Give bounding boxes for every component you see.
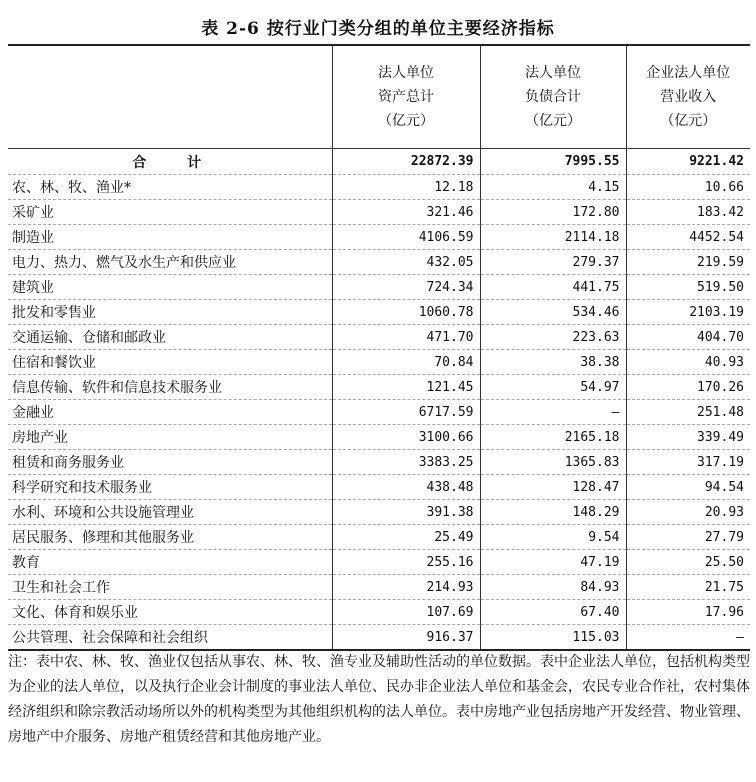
assets-value: 3383.25 <box>332 450 480 475</box>
assets-value: 916.37 <box>332 625 480 651</box>
header-revenue-line1: 企业法人单位 <box>646 65 731 81</box>
revenue-value: 219.59 <box>626 250 750 275</box>
assets-value: 25.49 <box>332 525 480 550</box>
liabilities-value: 1365.83 <box>480 450 626 475</box>
industry-label: 信息传输、软件和信息技术服务业 <box>8 375 332 400</box>
total-row <box>8 149 750 175</box>
assets-value: 70.84 <box>332 350 480 375</box>
table-body <box>8 149 750 651</box>
header-row <box>8 45 750 149</box>
table-row <box>8 625 750 651</box>
liabilities-value: – <box>480 400 626 425</box>
revenue-value: 317.19 <box>626 450 750 475</box>
liabilities-value: 441.75 <box>480 275 626 300</box>
table-row <box>8 225 750 250</box>
liabilities-value: 84.93 <box>480 575 626 600</box>
revenue-value: 20.93 <box>626 500 750 525</box>
liabilities-value: 172.80 <box>480 200 626 225</box>
assets-value: 438.48 <box>332 475 480 500</box>
assets-value: 6717.59 <box>332 400 480 425</box>
table-footnote: 注：表中农、林、牧、渔业仅包括从事农、林、牧、渔专业及辅助性活动的单位数据。表中企业法人单位，包括机构类型为企业的法人单位，以及执行企业会计制度的事业法人单位、民办非企业法人单位和基金会，农民专业合作社，农村集体经济组织和除宗教活动场所以外的机构类型为其他组织机构的法人单位。表中房地产业包括房地产开发经营、物业管理、房地产中介服务、房地产租赁经营和其他房地产业。 <box>8 654 750 745</box>
revenue-value: 251.48 <box>626 400 750 425</box>
assets-value: 4106.59 <box>332 225 480 250</box>
revenue-value: 170.26 <box>626 375 750 400</box>
table-row <box>8 325 750 350</box>
industry-label: 农、林、牧、渔业* <box>8 175 332 200</box>
table-row <box>8 175 750 200</box>
assets-value: 321.46 <box>332 200 480 225</box>
liabilities-value: 534.46 <box>480 300 626 325</box>
revenue-value: – <box>626 625 750 651</box>
assets-value: 12.18 <box>332 175 480 200</box>
revenue-value: 25.50 <box>626 550 750 575</box>
header-revenue <box>626 45 750 149</box>
assets-value: 107.69 <box>332 600 480 625</box>
revenue-value: 519.50 <box>626 275 750 300</box>
assets-value: 3100.66 <box>332 425 480 450</box>
table-row <box>8 575 750 600</box>
liabilities-value: 2165.18 <box>480 425 626 450</box>
table-row <box>8 350 750 375</box>
header-revenue-line3: （亿元） <box>660 113 717 129</box>
total-revenue: 9221.42 <box>626 149 750 175</box>
assets-value: 391.38 <box>332 500 480 525</box>
header-liabilities-line1: 法人单位 <box>525 65 581 81</box>
header-assets-line3: （亿元） <box>378 113 434 129</box>
table-row <box>8 250 750 275</box>
industry-label: 批发和零售业 <box>8 300 332 325</box>
liabilities-value: 9.54 <box>480 525 626 550</box>
revenue-value: 94.54 <box>626 475 750 500</box>
header-assets-line1: 法人单位 <box>378 65 434 81</box>
assets-value: 214.93 <box>332 575 480 600</box>
assets-value: 724.34 <box>332 275 480 300</box>
economic-indicators-table <box>8 44 750 651</box>
industry-label: 科学研究和技术服务业 <box>8 475 332 500</box>
table-row <box>8 550 750 575</box>
liabilities-value: 4.15 <box>480 175 626 200</box>
table-row <box>8 275 750 300</box>
table-row <box>8 450 750 475</box>
revenue-value: 17.96 <box>626 600 750 625</box>
assets-value: 432.05 <box>332 250 480 275</box>
revenue-value: 183.42 <box>626 200 750 225</box>
liabilities-value: 148.29 <box>480 500 626 525</box>
table-row <box>8 400 750 425</box>
revenue-value: 339.49 <box>626 425 750 450</box>
industry-label: 居民服务、修理和其他服务业 <box>8 525 332 550</box>
industry-label: 水利、环境和公共设施管理业 <box>8 500 332 525</box>
liabilities-value: 223.63 <box>480 325 626 350</box>
industry-label: 文化、体育和娱乐业 <box>8 600 332 625</box>
industry-label: 电力、热力、燃气及水生产和供应业 <box>8 250 332 275</box>
industry-label: 建筑业 <box>8 275 332 300</box>
revenue-value: 2103.19 <box>626 300 750 325</box>
liabilities-value: 2114.18 <box>480 225 626 250</box>
header-liabilities <box>480 45 626 149</box>
header-assets-line2: 资产总计 <box>378 89 434 105</box>
header-revenue-line2: 营业收入 <box>660 89 717 105</box>
assets-value: 471.70 <box>332 325 480 350</box>
industry-label: 公共管理、社会保障和社会组织 <box>8 625 332 651</box>
revenue-value: 10.66 <box>626 175 750 200</box>
table-row <box>8 300 750 325</box>
table-row <box>8 500 750 525</box>
liabilities-value: 67.40 <box>480 600 626 625</box>
table-row <box>8 200 750 225</box>
table-row <box>8 525 750 550</box>
liabilities-value: 47.19 <box>480 550 626 575</box>
industry-label: 金融业 <box>8 400 332 425</box>
total-label: 合 计 <box>8 149 332 175</box>
header-liabilities-line3: （亿元） <box>525 113 581 129</box>
header-industry <box>8 45 332 149</box>
total-liabilities: 7995.55 <box>480 149 626 175</box>
revenue-value: 21.75 <box>626 575 750 600</box>
industry-label: 房地产业 <box>8 425 332 450</box>
industry-label: 交通运输、仓储和邮政业 <box>8 325 332 350</box>
industry-label: 租赁和商务服务业 <box>8 450 332 475</box>
revenue-value: 27.79 <box>626 525 750 550</box>
liabilities-value: 115.03 <box>480 625 626 651</box>
liabilities-value: 279.37 <box>480 250 626 275</box>
header-liabilities-line2: 负债合计 <box>525 89 581 105</box>
table-row <box>8 475 750 500</box>
table-title: 表 2-6 按行业门类分组的单位主要经济指标 <box>201 19 555 39</box>
liabilities-value: 128.47 <box>480 475 626 500</box>
revenue-value: 40.93 <box>626 350 750 375</box>
liabilities-value: 54.97 <box>480 375 626 400</box>
revenue-value: 404.70 <box>626 325 750 350</box>
assets-value: 121.45 <box>332 375 480 400</box>
revenue-value: 4452.54 <box>626 225 750 250</box>
table-row <box>8 425 750 450</box>
industry-label: 教育 <box>8 550 332 575</box>
total-assets: 22872.39 <box>332 149 480 175</box>
assets-value: 1060.78 <box>332 300 480 325</box>
table-row <box>8 600 750 625</box>
assets-value: 255.16 <box>332 550 480 575</box>
industry-label: 制造业 <box>8 225 332 250</box>
header-assets <box>332 45 480 149</box>
industry-label: 住宿和餐饮业 <box>8 350 332 375</box>
industry-label: 采矿业 <box>8 200 332 225</box>
industry-label: 卫生和社会工作 <box>8 575 332 600</box>
table-row <box>8 375 750 400</box>
liabilities-value: 38.38 <box>480 350 626 375</box>
